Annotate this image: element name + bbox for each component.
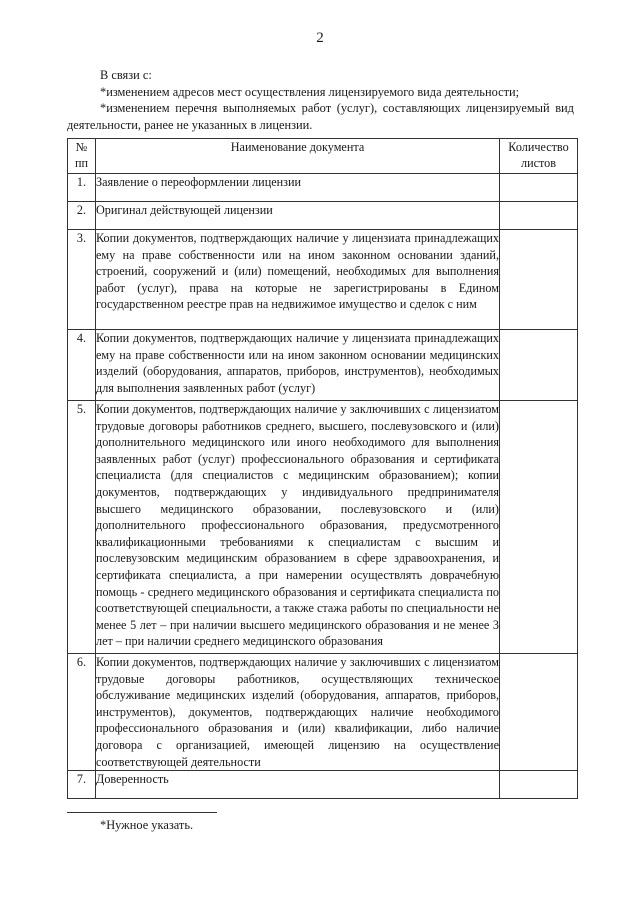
row-count — [500, 174, 578, 202]
row-name: Копии документов, подтверждающих наличие у лицензиата принадлежащих ему на праве собственности или на ином законном основании медицинских изделий (оборудования, аппаратов, приборов, инструментов), необходимых для выполнения заявленных работ (услуг) — [96, 330, 500, 401]
table-row — [68, 174, 578, 202]
row-count — [500, 330, 578, 401]
intro-line-3: *изменением перечня выполняемых работ (услуг), составляющих лицензируемый вид деятельности, ранее не указанных в лицензии. — [67, 101, 574, 132]
table-header-row — [68, 139, 578, 174]
row-num: 4. — [68, 330, 96, 401]
row-count — [500, 202, 578, 230]
row-num: 7. — [68, 771, 96, 799]
footnote-divider — [67, 812, 217, 813]
table-row — [68, 654, 578, 771]
row-num: 2. — [68, 202, 96, 230]
row-num: 3. — [68, 230, 96, 330]
header-name: Наименование документа — [96, 139, 500, 174]
intro-section — [67, 67, 574, 133]
row-count — [500, 230, 578, 330]
row-num: 5. — [68, 401, 96, 654]
table-row — [68, 230, 578, 330]
row-name: Оригинал действующей лицензии — [96, 202, 500, 230]
row-count — [500, 654, 578, 771]
row-name: Копии документов, подтверждающих наличие у лицензиата принадлежащих ему на праве собственности или на ином законном основании зданий, строений, сооружений и (или) помещений, необходимых для выполнения работ (услуг), права на которые не зарегистрированы в Едином государственном реестре прав на недвижимое имущество и сделок с ним — [96, 230, 500, 330]
row-name: Копии документов, подтверждающих наличие у заключивших с лицензиатом трудовые договоры работников среднего, высшего, послевузовского и (или) дополнительного медицинского или иного необходимого для выполнения заявленных работ (услуг) профессионального образования и сертификата специалиста (для специалистов с медицинским образованием); копии документов, подтверждающих у индивидуального предпринимателя высшего медицинского образовании, послевузовского и (или) дополнительного профессионального образования, предусмотренного квалификационными требованиями к специалистам с высшим и послевузовским медицинским образованием в сфере здравоохранения, и сертификата специалиста, а при намерении осуществлять доврачебную помощь - среднего медицинского образования и сертификата специалиста по соответствующей специальности, а также стажа работы по специальности не менее 5 лет – при наличии высшего медицинского образования и не менее 3 лет – при наличии среднего медицинского образования — [96, 401, 500, 654]
row-name: Доверенность — [96, 771, 500, 799]
intro-line-1: В связи с: — [100, 68, 152, 82]
header-num: № пп — [68, 139, 96, 174]
table-row — [68, 330, 578, 401]
row-count — [500, 401, 578, 654]
table-row — [68, 771, 578, 799]
header-count: Количество листов — [500, 139, 578, 174]
intro-line-2: *изменением адресов мест осуществления лицензируемого вида деятельности; — [100, 84, 520, 99]
documents-table — [67, 138, 578, 799]
row-num: 1. — [68, 174, 96, 202]
row-num: 6. — [68, 654, 96, 771]
page-number: 2 — [316, 30, 324, 46]
table-row — [68, 401, 578, 654]
row-name: Копии документов, подтверждающих наличие у заключивших с лицензиатом трудовые договоры работников, осуществляющих техническое обслуживание медицинских изделий (оборудования, аппаратов, приборов, инструментов), документов, подтверждающих наличие необходимого профессионального образования и (или) квалификации, либо наличие договора с организацией, имеющей лицензию на осуществление соответствующей деятельности — [96, 654, 500, 771]
table-row — [68, 202, 578, 230]
row-count — [500, 771, 578, 799]
row-name: Заявление о переоформлении лицензии — [96, 174, 500, 202]
footnote: *Нужное указать. — [100, 818, 194, 832]
